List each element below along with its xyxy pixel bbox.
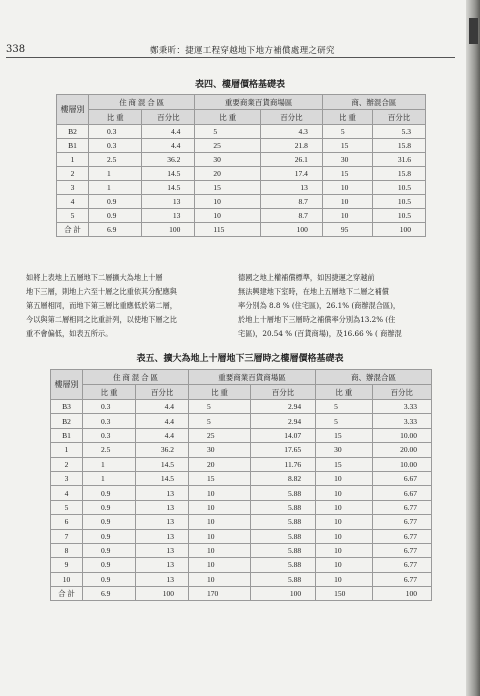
value-cell: 6.77 [372, 529, 431, 543]
value-cell: 10 [316, 572, 373, 586]
value-cell: 6.67 [372, 471, 431, 485]
value-cell: 10 [316, 529, 373, 543]
value-cell: 10.00 [372, 457, 431, 471]
group-header: 重要商業百貨商場區 [189, 370, 316, 385]
value-cell: 13 [142, 209, 195, 223]
group-header: 商、辦混合區 [316, 370, 432, 385]
value-cell: 5.88 [250, 515, 315, 529]
value-cell: 5.88 [250, 529, 315, 543]
sub-header: 比 重 [322, 110, 372, 125]
value-cell: 10 [316, 500, 373, 514]
value-cell: 10 [316, 471, 373, 485]
value-cell: 31.6 [372, 153, 425, 167]
value-cell: 10 [316, 486, 373, 500]
floor-cell: 1 [51, 443, 83, 457]
value-cell: 0.9 [89, 195, 142, 209]
table-row [57, 209, 426, 223]
sub-header: 比 重 [83, 385, 136, 400]
value-cell: 1 [83, 457, 136, 471]
value-cell: 10 [189, 558, 251, 572]
value-cell: 13 [136, 572, 189, 586]
floor-cell: 4 [51, 486, 83, 500]
table-row [51, 443, 432, 457]
value-cell: 10.00 [372, 428, 431, 442]
value-cell: 5.88 [250, 486, 315, 500]
text-line: 如將上表地上五層地下二層擴大為地上十層 [26, 273, 163, 282]
value-cell: 2.94 [250, 400, 315, 414]
value-cell: 14.07 [250, 428, 315, 442]
value-cell: 100 [142, 223, 195, 237]
value-cell: 0.9 [83, 529, 136, 543]
sub-header: 比 重 [316, 385, 373, 400]
value-cell: 21.8 [261, 139, 323, 153]
value-cell: 5 [189, 414, 251, 428]
value-cell: 15 [316, 428, 373, 442]
value-cell: 10.5 [372, 209, 425, 223]
header-rule [6, 57, 455, 58]
value-cell: 115 [195, 223, 261, 237]
value-cell: 14.5 [136, 457, 189, 471]
value-cell: 0.3 [89, 139, 142, 153]
value-cell: 10.5 [372, 195, 425, 209]
value-cell: 2.94 [250, 414, 315, 428]
value-cell: 150 [316, 587, 373, 601]
value-cell: 100 [261, 223, 323, 237]
table-row [57, 195, 426, 209]
value-cell: 4.4 [142, 125, 195, 139]
text-line: 宅區)，20.54 % (百貨商場)，及16.66 % ( 商辦混 [238, 329, 402, 338]
floor-cell: 5 [57, 209, 89, 223]
value-cell: 0.3 [83, 414, 136, 428]
sub-header: 百分比 [136, 385, 189, 400]
value-cell: 0.3 [83, 400, 136, 414]
floor-cell: 3 [57, 181, 89, 195]
floor-header: 樓層別 [51, 370, 83, 400]
value-cell: 30 [322, 153, 372, 167]
value-cell: 10 [189, 486, 251, 500]
table-row [57, 223, 426, 237]
value-cell: 13 [136, 543, 189, 557]
table-row [51, 572, 432, 586]
value-cell: 6.9 [89, 223, 142, 237]
paragraph-right [238, 271, 402, 341]
sub-header: 百分比 [261, 110, 323, 125]
value-cell: 0.9 [83, 515, 136, 529]
value-cell: 5 [189, 400, 251, 414]
text-line: 無法興建地下室時，在地上五層地下二層之補償 [238, 287, 389, 296]
table-row [57, 181, 426, 195]
sub-header: 百分比 [372, 110, 425, 125]
table-row [51, 515, 432, 529]
sub-header: 百分比 [372, 385, 431, 400]
group-header: 住 商 混 合 區 [83, 370, 189, 385]
sub-header: 比 重 [89, 110, 142, 125]
value-cell: 25 [195, 139, 261, 153]
table5-caption: 表五、擴大為地上十層地下三層時之樓層價格基礎表 [136, 354, 344, 364]
value-cell: 5.88 [250, 543, 315, 557]
value-cell: 17.65 [250, 443, 315, 457]
value-cell: 0.9 [83, 558, 136, 572]
value-cell: 100 [250, 587, 315, 601]
value-cell: 10.5 [372, 181, 425, 195]
value-cell: 4.4 [142, 139, 195, 153]
table4-caption: 表四、樓層價格基礎表 [194, 80, 285, 90]
value-cell: 15 [322, 139, 372, 153]
floor-cell: 8 [51, 543, 83, 557]
table-row [51, 543, 432, 557]
value-cell: 2.5 [83, 443, 136, 457]
value-cell: 0.9 [83, 500, 136, 514]
sub-header: 比 重 [195, 110, 261, 125]
value-cell: 15 [195, 181, 261, 195]
text-line: 德國之地上權補償標準，如因捷運之穿越前 [238, 273, 375, 282]
value-cell: 10 [189, 572, 251, 586]
floor-cell: 2 [57, 167, 89, 181]
value-cell: 170 [189, 587, 251, 601]
value-cell: 6.77 [372, 558, 431, 572]
value-cell: 13 [136, 529, 189, 543]
value-cell: 13 [142, 195, 195, 209]
value-cell: 30 [189, 443, 251, 457]
value-cell: 15 [316, 457, 373, 471]
value-cell: 6.77 [372, 500, 431, 514]
table-row [51, 558, 432, 572]
value-cell: 3.33 [372, 414, 431, 428]
value-cell: 5.88 [250, 572, 315, 586]
floor-cell: 5 [51, 500, 83, 514]
value-cell: 95 [322, 223, 372, 237]
value-cell: 17.4 [261, 167, 323, 181]
text-line: 地下三層，則地上六至十層之比重依其分配應與 [26, 287, 177, 296]
floor-cell: B2 [57, 125, 89, 139]
table-row [57, 125, 426, 139]
floor-cell: 4 [57, 195, 89, 209]
value-cell: 10 [195, 209, 261, 223]
value-cell: 5.3 [372, 125, 425, 139]
value-cell: 6.9 [83, 587, 136, 601]
value-cell: 2.5 [89, 153, 142, 167]
value-cell: 5 [195, 125, 261, 139]
value-cell: 6.77 [372, 543, 431, 557]
floor-cell: B3 [51, 400, 83, 414]
table-row [51, 471, 432, 485]
floor-cell: B2 [51, 414, 83, 428]
value-cell: 13 [136, 515, 189, 529]
book-spine-edge [466, 0, 480, 696]
value-cell: 10 [316, 515, 373, 529]
running-header: 鄭秉昕：捷運工程穿越地下地方補償處理之研究 [150, 46, 335, 56]
value-cell: 6.77 [372, 515, 431, 529]
table5 [50, 369, 432, 601]
table-row [51, 500, 432, 514]
value-cell: 100 [372, 587, 431, 601]
value-cell: 14.5 [136, 471, 189, 485]
floor-cell: B1 [57, 139, 89, 153]
value-cell: 4.4 [136, 428, 189, 442]
value-cell: 3.33 [372, 400, 431, 414]
value-cell: 30 [195, 153, 261, 167]
text-line: 第五層相同，而地下第三層比重應低於第二層， [26, 301, 177, 310]
value-cell: 5.88 [250, 558, 315, 572]
value-cell: 5 [322, 125, 372, 139]
value-cell: 100 [136, 587, 189, 601]
value-cell: 8.7 [261, 209, 323, 223]
table4 [56, 94, 426, 237]
value-cell: 15.8 [372, 139, 425, 153]
value-cell: 10 [189, 500, 251, 514]
page-number: 338 [6, 44, 26, 55]
value-cell: 100 [372, 223, 425, 237]
value-cell: 25 [189, 428, 251, 442]
value-cell: 14.5 [142, 167, 195, 181]
value-cell: 0.3 [89, 125, 142, 139]
value-cell: 20.00 [372, 443, 431, 457]
value-cell: 5.88 [250, 500, 315, 514]
text-line: 於地上十層地下三層時之補償率分別為13.2% (住 [238, 315, 396, 324]
value-cell: 26.1 [261, 153, 323, 167]
table-row [57, 167, 426, 181]
value-cell: 10 [322, 195, 372, 209]
table-row [51, 529, 432, 543]
value-cell: 8.7 [261, 195, 323, 209]
value-cell: 20 [189, 457, 251, 471]
value-cell: 0.9 [83, 572, 136, 586]
value-cell: 10 [316, 558, 373, 572]
value-cell: 5 [316, 414, 373, 428]
floor-cell: 9 [51, 558, 83, 572]
value-cell: 10 [189, 515, 251, 529]
group-header: 商、辦混合區 [322, 95, 425, 110]
table-row [51, 414, 432, 428]
value-cell: 15 [322, 167, 372, 181]
value-cell: 10 [189, 543, 251, 557]
floor-header: 樓層別 [57, 95, 89, 125]
text-line: 重不會偏低，如表五所示。 [26, 329, 113, 338]
value-cell: 1 [83, 471, 136, 485]
value-cell: 10 [189, 529, 251, 543]
value-cell: 0.9 [83, 543, 136, 557]
floor-cell: 合 計 [57, 223, 89, 237]
table-row [51, 587, 432, 601]
floor-cell: 合 計 [51, 587, 83, 601]
floor-cell: 7 [51, 529, 83, 543]
value-cell: 10 [316, 543, 373, 557]
value-cell: 30 [316, 443, 373, 457]
table-row [57, 139, 426, 153]
table-row [51, 428, 432, 442]
value-cell: 0.9 [83, 486, 136, 500]
value-cell: 4.3 [261, 125, 323, 139]
floor-cell: B1 [51, 428, 83, 442]
value-cell: 13 [136, 500, 189, 514]
floor-cell: 10 [51, 572, 83, 586]
value-cell: 6.77 [372, 572, 431, 586]
sub-header: 百分比 [142, 110, 195, 125]
value-cell: 36.2 [142, 153, 195, 167]
group-header: 住 商 混 合 區 [89, 95, 195, 110]
floor-cell: 6 [51, 515, 83, 529]
value-cell: 13 [136, 558, 189, 572]
table-row [51, 457, 432, 471]
spine-mark [469, 18, 478, 44]
value-cell: 13 [136, 486, 189, 500]
value-cell: 10 [322, 181, 372, 195]
floor-cell: 1 [57, 153, 89, 167]
value-cell: 5 [316, 400, 373, 414]
value-cell: 0.9 [89, 209, 142, 223]
floor-cell: 3 [51, 471, 83, 485]
value-cell: 4.4 [136, 414, 189, 428]
floor-cell: 2 [51, 457, 83, 471]
value-cell: 1 [89, 181, 142, 195]
table-row [51, 486, 432, 500]
value-cell: 15 [189, 471, 251, 485]
value-cell: 14.5 [142, 181, 195, 195]
value-cell: 13 [261, 181, 323, 195]
table-row [51, 400, 432, 414]
value-cell: 8.82 [250, 471, 315, 485]
value-cell: 10 [195, 195, 261, 209]
value-cell: 20 [195, 167, 261, 181]
sub-header: 百分比 [250, 385, 315, 400]
group-header: 重要商業百貨商場區 [195, 95, 322, 110]
table-row [57, 153, 426, 167]
value-cell: 15.8 [372, 167, 425, 181]
value-cell: 0.3 [83, 428, 136, 442]
value-cell: 1 [89, 167, 142, 181]
text-line: 今以與第二層相同之比重計列，以使地下層之比 [26, 315, 177, 324]
value-cell: 11.76 [250, 457, 315, 471]
value-cell: 6.67 [372, 486, 431, 500]
value-cell: 36.2 [136, 443, 189, 457]
value-cell: 10 [322, 209, 372, 223]
value-cell: 4.4 [136, 400, 189, 414]
sub-header: 比 重 [189, 385, 251, 400]
text-line: 率分別為 8.8 % (住宅區)，26.1% (商辦混合區)， [238, 301, 401, 310]
paragraph-left [26, 271, 177, 341]
